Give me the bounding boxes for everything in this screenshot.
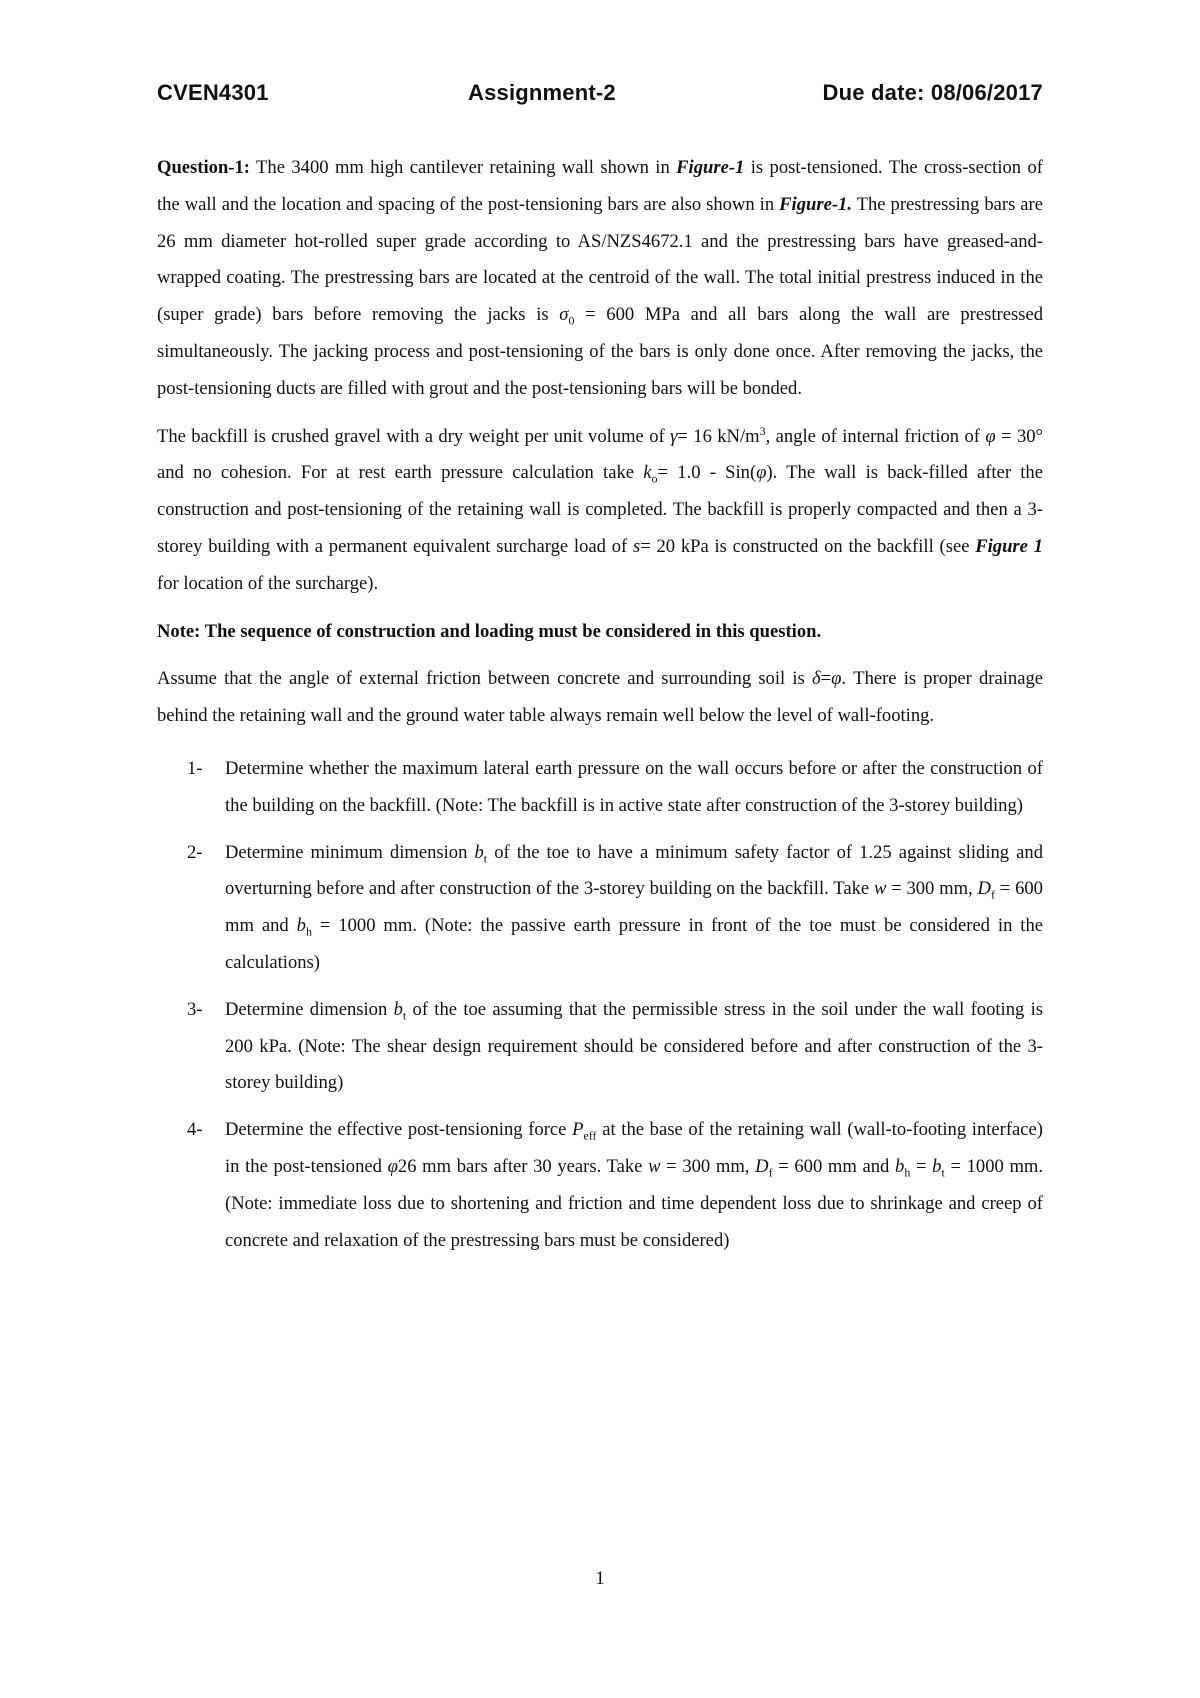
phi-symbol: φ: [387, 1155, 398, 1177]
text: ). The wall is back-filled after the construction and post-tensioning of the retaining wall is completed. The backfill is properly compacted and then a 3-storey building with a permanent equivalent surcharge load of: [157, 462, 1043, 557]
due-date: Due date: 08/06/2017: [822, 80, 1043, 105]
item-text: at the base of the retaining wall (wall-to-footing interface) in the post-tensioned: [225, 1119, 1043, 1177]
figure-ref: Figure 1: [975, 535, 1043, 557]
subscript: t: [941, 1165, 945, 1180]
item-text: = 300 mm,: [666, 1155, 750, 1177]
text: =: [820, 668, 832, 690]
item-text: = 1000 mm. (Note: immediate loss due to shortening and friction and time dependent loss due to shrinkage and creep of concrete and relaxation of the prestressing bars must be considered): [225, 1155, 1044, 1251]
item-text: Determine minimum dimension: [225, 841, 468, 863]
phi-symbol: φ: [756, 462, 767, 484]
text: = 1.0 - Sin(: [657, 462, 757, 484]
w-symbol: w: [648, 1155, 661, 1177]
sigma-value: = 600 MPa: [585, 304, 680, 326]
item-text: Determine whether the maximum lateral earth pressure on the wall occurs before or after the construction of the building on the backfill. (Note: The backfill is in active state after construction of the 3-storey building): [225, 757, 1043, 816]
superscript: 3: [759, 423, 766, 438]
subscript: t: [483, 851, 488, 866]
task-list: [157, 751, 1043, 1259]
subscript: f: [990, 888, 995, 903]
question-body: [157, 150, 1043, 1269]
s-symbol: s: [632, 535, 641, 557]
gamma-symbol: γ: [670, 425, 678, 447]
delta-symbol: δ: [811, 668, 821, 690]
b-symbol: b: [393, 998, 403, 1020]
list-item: [157, 992, 1043, 1102]
figure-ref: Figure-1.: [779, 193, 852, 215]
text: is post-tensioned. The cross-section of the wall and the location and spacing of the post-tensioning bars are also shown in: [157, 157, 1043, 215]
d-symbol: D: [755, 1155, 769, 1177]
subscript: o: [651, 472, 658, 487]
item-text: = 300 mm,: [891, 878, 973, 900]
item-text: Determine the effective post-tensioning force: [225, 1119, 567, 1141]
text: = 30° and no cohesion. For at rest earth pressure calculation take: [157, 425, 1043, 484]
subscript: eff: [583, 1128, 597, 1143]
b-symbol: b: [296, 915, 306, 937]
b-symbol: b: [932, 1155, 942, 1177]
subscript: h: [305, 924, 312, 939]
question-label: Question-1:: [157, 157, 250, 178]
list-item: [157, 751, 1043, 825]
text: . There is proper drainage behind the retaining wall and the ground water table always remain well below the level of wall-footing.: [157, 668, 1043, 727]
subscript: h: [904, 1165, 911, 1180]
item-text: of the toe to have a minimum safety factor of 1.25 against sliding and overturning before and after construction of the 3-storey building on the backfill. Take: [225, 841, 1043, 900]
list-item: [157, 835, 1043, 982]
text: The backfill is crushed gravel with a dry weight per unit volume of: [157, 425, 665, 447]
sigma-symbol: σ: [559, 304, 569, 326]
b-symbol: b: [895, 1155, 905, 1177]
text: for location of the surcharge).: [157, 572, 379, 594]
sigma-subscript: 0: [568, 313, 575, 328]
item-number: 3-: [187, 998, 203, 1020]
d-symbol: D: [977, 878, 991, 900]
text: Assume that the angle of external friction between concrete and surrounding soil is: [157, 668, 805, 690]
text: = 20 kPa is constructed on the backfill (see: [640, 535, 970, 557]
list-item: [157, 1112, 1043, 1259]
b-symbol: b: [474, 841, 484, 863]
question-1-intro: [157, 150, 1043, 408]
phi-symbol: φ: [985, 425, 996, 447]
phi-symbol: φ: [831, 668, 842, 690]
page-number: 1: [595, 1568, 605, 1589]
item-number: 1-: [187, 757, 203, 779]
item-number: 4-: [187, 1119, 203, 1141]
text: , angle of internal friction of: [765, 425, 980, 447]
item-number: 2-: [187, 841, 203, 863]
text: The 3400 mm high cantilever retaining wall shown in: [256, 157, 670, 178]
assignment-title: Assignment-2: [468, 80, 616, 105]
friction-paragraph: [157, 661, 1043, 735]
p-symbol: P: [572, 1119, 584, 1141]
backfill-paragraph: [157, 419, 1043, 603]
subscript: f: [768, 1165, 773, 1180]
course-code: CVEN4301: [157, 80, 269, 105]
item-text: 26 mm bars after 30 years. Take: [397, 1155, 643, 1177]
text: and all bars along the wall are prestressed simultaneously. The jacking process and post-tensioning of the bars is only done once. After removing the jacks, the post-tensioning ducts are filled with grout and the post-tensioning bars will be bonded.: [157, 304, 1043, 399]
construction-note: Note: The sequence of construction and loading must be considered in this question.: [157, 620, 822, 642]
item-text: = 1000 mm. (Note: the passive earth pressure in front of the toe must be considered in the calculations): [225, 915, 1044, 973]
item-text: of the toe assuming that the permissible stress in the soil under the wall footing is 200 kPa. (Note: The shear design requirement should be considered before and after construction of the 3-storey building): [225, 998, 1044, 1094]
item-text: = 600 mm and: [778, 1155, 890, 1177]
item-text: = 600 mm and: [225, 878, 1043, 937]
figure-ref: Figure-1: [676, 157, 745, 178]
subscript: t: [402, 1008, 407, 1023]
text: The prestressing bars are 26 mm diameter hot-rolled super grade according to AS/NZS4672.1 and the prestressing bars have greased-and-wrapped coating. The prestressing bars are located at the centroid of the wall. The total initial prestress induced in the (super grade) bars before removing the jacks is: [157, 193, 1043, 326]
k-symbol: k: [643, 462, 652, 484]
item-text: =: [916, 1155, 927, 1177]
text: = 16 kN/m: [677, 425, 760, 447]
w-symbol: w: [873, 878, 887, 900]
item-text: Determine dimension: [225, 998, 388, 1020]
